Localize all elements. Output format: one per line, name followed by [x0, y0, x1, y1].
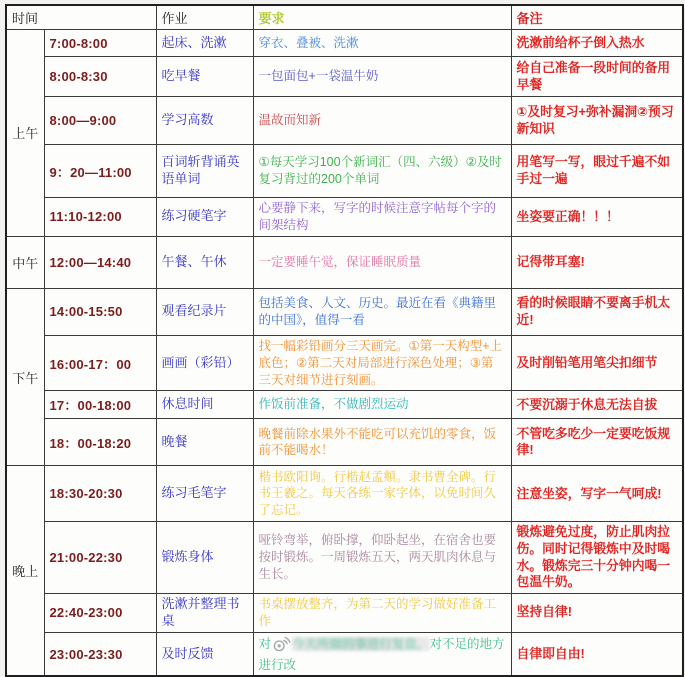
header-requirement: 要求	[253, 5, 511, 30]
requirement-cell: 心要静下来，写字的时候注意字帖每个字的间架结构	[253, 198, 511, 237]
task-cell: 练习硬笔字	[156, 198, 253, 237]
requirement-cell: 哑铃弯举，俯卧撑，仰卧起坐，在宿舍也要按时锻炼。一周锻炼五天，两天肌肉休息与生长。	[253, 522, 511, 594]
table-row	[6, 145, 683, 198]
task-cell: 起床、洗漱	[156, 30, 253, 57]
daily-schedule-table	[5, 4, 684, 677]
requirement-cell	[253, 632, 511, 676]
table-row	[6, 391, 683, 419]
time-cell: 7:00-8:00	[44, 30, 156, 57]
note-cell: 自律即自由!	[511, 632, 683, 676]
period-cell-afternoon: 下午	[6, 288, 44, 466]
task-cell: 休息时间	[156, 391, 253, 419]
time-cell: 14:00-15:50	[44, 288, 156, 335]
time-cell: 23:00-23:30	[44, 632, 156, 676]
period-cell-evening: 晚上	[6, 466, 44, 677]
requirement-cell: 一定要睡午觉，保证睡眠质量	[253, 236, 511, 288]
header-note: 备注	[511, 5, 683, 30]
task-cell: 练习毛笔字	[156, 466, 253, 522]
time-cell: 22:40-23:00	[44, 593, 156, 632]
requirement-cell: ①每天学习100个新词汇（四、六级）②及时复习背过的200个单词	[253, 145, 511, 198]
note-cell: 给自己准备一段时间的备用早餐	[511, 57, 683, 97]
time-cell: 21:00-22:30	[44, 522, 156, 594]
task-cell: 吃早餐	[156, 57, 253, 97]
table-row	[6, 466, 683, 522]
note-cell: 看的时候眼睛不要离手机太近!	[511, 288, 683, 335]
note-cell: ①及时复习+弥补漏洞②预习新知识	[511, 97, 683, 145]
note-cell: 洗漱前给杯子倒入热水	[511, 30, 683, 57]
requirement-text-suffix: 对不足的地方进行改	[258, 636, 505, 672]
time-cell: 18:30-20:30	[44, 466, 156, 522]
requirement-cell: 楷书欧阳询。行楷赵孟頫。隶书曹全碑。行书王羲之。每天各练一家字体，以免时间久了忘记。	[253, 466, 511, 522]
requirement-cell: 包括美食、人文、历史。最近在看《典籍里的中国》，值得一看	[253, 288, 511, 335]
requirement-cell: 一包面包+一袋温牛奶	[253, 57, 511, 97]
requirement-cell: 找一幅彩铅画分三天画完。①第一天构型+上底色；②第二天对局部进行深色处理；③第三天对细节进行刻画。	[253, 335, 511, 391]
table-row	[6, 30, 683, 57]
weibo-eye-icon	[272, 635, 291, 657]
note-cell: 注意坐姿，写字一气呵成!	[511, 466, 683, 522]
requirement-cell: 书桌摆放整齐，为第二天的学习做好准备工作	[253, 593, 511, 632]
note-cell: 坐姿要正确！！！	[511, 198, 683, 237]
time-cell: 9：20—11:00	[44, 145, 156, 198]
time-cell: 17：00-18:00	[44, 391, 156, 419]
period-cell-morning: 上午	[6, 30, 44, 237]
note-cell: 记得带耳塞!	[511, 236, 683, 288]
task-cell: 观看纪录片	[156, 288, 253, 335]
task-cell: 画画（彩铅）	[156, 335, 253, 391]
table-row	[6, 198, 683, 237]
watermark-obscured-text: 今天所做的事进行复盘，	[292, 636, 430, 651]
task-cell: 午餐、午休	[156, 236, 253, 288]
requirement-cell: 穿衣、叠被、洗漱	[253, 30, 511, 57]
note-cell: 及时削铅笔用笔尖扣细节	[511, 335, 683, 391]
period-cell-noon: 中午	[6, 236, 44, 288]
requirement-text-prefix: 对	[258, 636, 272, 651]
task-cell: 锻炼身体	[156, 522, 253, 594]
time-cell: 8:00—9:00	[44, 97, 156, 145]
table-row	[6, 522, 683, 594]
table-row	[6, 419, 683, 466]
note-cell: 不要沉溺于休息无法自拔	[511, 391, 683, 419]
task-cell: 学习高数	[156, 97, 253, 145]
header-row	[6, 5, 683, 30]
requirement-cell: 作饭前准备，不做剧烈运动	[253, 391, 511, 419]
task-cell: 晚餐	[156, 419, 253, 466]
time-cell: 12:00—14:40	[44, 236, 156, 288]
table-row	[6, 236, 683, 288]
requirement-cell: 晚餐前除水果外不能吃可以充饥的零食，饭前不能喝水！	[253, 419, 511, 466]
time-cell: 11:10-12:00	[44, 198, 156, 237]
note-cell: 用笔写一写，眼过千遍不如手过一遍	[511, 145, 683, 198]
table-row	[6, 632, 683, 676]
table-row	[6, 288, 683, 335]
table-row	[6, 57, 683, 97]
time-cell: 16:00-17：00	[44, 335, 156, 391]
time-cell: 18：00-18:20	[44, 419, 156, 466]
table-row	[6, 97, 683, 145]
task-cell: 及时反馈	[156, 632, 253, 676]
header-time: 时间	[6, 5, 156, 30]
note-cell: 坚持自律!	[511, 593, 683, 632]
task-cell: 洗漱并整理书桌	[156, 593, 253, 632]
note-cell: 不管吃多吃少一定要吃饭规律!	[511, 419, 683, 466]
header-task: 作业	[156, 5, 253, 30]
task-cell: 百词斩背诵英语单词	[156, 145, 253, 198]
time-cell: 8:00-8:30	[44, 57, 156, 97]
table-row	[6, 593, 683, 632]
requirement-cell: 温故而知新	[253, 97, 511, 145]
note-cell: 锻炼避免过度，防止肌肉拉伤。同时记得锻炼中及时喝水。锻炼完三十分钟内喝一包温牛奶。	[511, 522, 683, 594]
table-row	[6, 335, 683, 391]
